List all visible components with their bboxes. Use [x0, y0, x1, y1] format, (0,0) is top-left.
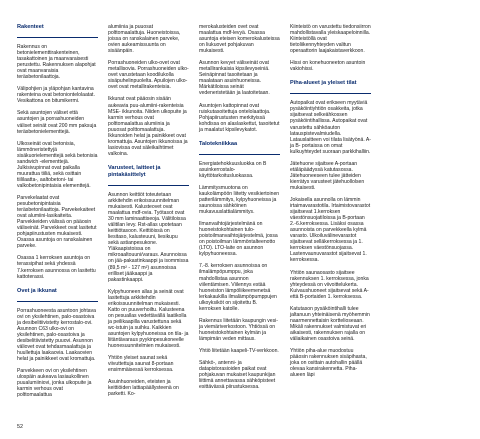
body-paragraph: Jätehuone sijaitsee A-portaan etäläpäädyssä katutasossa. Jätehuoneeseen tulee jätteiden kierrätys varusteet jätehuollolsen mukaisesti.	[290, 160, 365, 191]
body-paragraph: Porrashuoneiden ulko-ovet ovat metallisovia. Porrashuoneiden ulko-ovet varustetaan koodilukolla sisäpuhelinpuolelta. Apuilojen ulko-ovet ovat metallirakenteisia.	[108, 60, 189, 91]
body-paragraph: Hissi on konehuoneeton asuntoin vakiohissi.	[290, 60, 366, 73]
body-paragraph: alumiinia ja puuosat polttomaalattuja. Huoneistoissa, joissa on ranskalainen parveke, ovien aukeamissuunta on sisäänpäin.	[108, 24, 181, 55]
body-paragraph: Katutason pysäköintihalli tulee jaltanuun yhteinäisenä myöhemmin naarmennettaisin korttelioseaan. Mikäli rakennukset valmistuvat eri aikaisesti, rakennuksen rajalla on väliaikainen osastoiva seinä.	[290, 305, 370, 342]
text-column-4	[290, 24, 371, 378]
body-paragraph: Parvekkeen ovi on yksilehtinen ulospäin aukeava lasiaukollinen puualumiiniovi, jonka ulkopuite ja karmin verhous ovat polttomaalattua	[17, 368, 92, 399]
body-paragraph: Ulkoseinät ovat betonisia, lämmöneristettyjä sisäkuorielementtejä sekä betonisia sandwich -elementtejä. Julkisivupinnat ovat paikalla muurattua tiiliä, sekä osittain tiililaatta-, aaltobetoni- tai valkobetonipintaisia elementtejä.	[17, 140, 98, 189]
body-paragraph: Rakennus on betonielementtirakenteinen, tasakattoinen ja maanvaraisesti perustettu. Rakennuksen alapohjat ovat maanvaraisia teräsbetonilaattoja.	[17, 44, 96, 81]
body-paragraph: Jokaisella asunnolla on lämmin irtaimavarastotila. Irtaimistovarastot sijaitsevat 1.kerroksen väestönsuojatiloissa ja B-portaan 2.-6.kerroksessa. Lisäksi osassa asunnoista on parvekkeella kylmä varasto. Ulkoiluvälinevarastot sijaitsevat selläkerroksessa ja 1. kerroksen väestönsuojassa. Lastenvaunuvarastot sijaitsevat 1. kerroksessa.	[290, 196, 371, 264]
body-paragraph: Energiatehokkuusluokka on B asuinkerrostalo-käyttötarkoitusluokassa.	[199, 160, 267, 179]
body-paragraph: Autopaikat ovat erikseen myytäviä pysäköintiyhtiön osakkeita, jotka sijaitsevat selkeähkossen pysäköintihallissa. Autopaikat ovat varustettu sähköauton latauspistevalmiudella. Latauslaitteen voi tilata lisätyönä. A- ja B- portaissa on omat kulkuyhteydet suoraan parkkihalliin.	[290, 100, 371, 155]
body-paragraph: Yhtiön saunaosasto sijaitsee rakennuksen 1. kerroksessa, jonka yhteydessä on viivoittelukerta. Kuivaushuoneet sijaitsevat sekä A- että B-portaiden 1. kerroksessa.	[290, 269, 369, 300]
body-paragraph: Porrashuoneesta asuntoon johtava ovi on yksilehtinen, palo-osastoiva ja desibelitiivistetty kerrostalo-ovi. Asunnon C63 ulko-ovi on yksilehtinen, palo-osastoiva ja desibelitiivistetty puuovi. Asunnon väliovet ovat tehdasmaalattuja ja huullettuja laakaovia. Laakaovien helat ja painikkeet ovat kromattuja.	[17, 307, 97, 362]
body-paragraph: merokalusteiden ovet ovat maalattua mdf-levyä. Osassa asuntoja eteisen komerokalusteissa on liukuovet pohjakuvan mukaisesti.	[199, 24, 280, 55]
body-paragraph: Kylpyhuoneen allas ja seinät ovat lasitettuja arkkitehdin erikoissuunnitelman mukaisesti. Katto on puuverhoiltu. Kalusteena on pesuallas vedettävällä laatikolla ja peilikaapilla varustettuna sekä wc-istuin ja suihku. Kaikkien asuntojen kylpyhuoneissa on tila- ja liitäntävaraus pyykinpesukoneelle huonesuunnitelmien mukaisesti.	[108, 288, 189, 350]
text-column-3	[199, 24, 280, 390]
section-heading: Piha-alueet ja yleiset tilat	[290, 80, 371, 94]
section-heading: Varusteet, laitteet ja pintakäsittelyt	[108, 165, 189, 186]
body-paragraph: Yhtiön yleiset saunat sekä viivuttettuja saunat 8-portaan ensimmäisessä kerroksessa.	[108, 355, 174, 374]
text-column-2	[108, 24, 189, 397]
body-paragraph: Lämmitysmuotona on kaukolämpöön liitetty vesikiertoinen patterilämmitys, kylpyhuoneissa ja saunoissa sähköinen mukavuuslattialämmitys.	[199, 184, 280, 216]
section-heading: Talotekniikkaa	[199, 141, 280, 155]
body-paragraph: Ikkunat ovat pääosin sisään aukeavia puu-alumiini-rakenteisia MSE- ikkunoita. Niiden ulkopuite ja karmin verhous ovat polttomaalattua alumiinia ja puuosat polttomaalattuja. Ikkunoiden helat ja painikkeet ovat kromattuja. Asuntojen ikkunoissa ja lasiovissa ovat säleikaihtimet valkoina.	[108, 96, 188, 157]
body-paragraph: Sähkö-, antenni- ja datapistorasioiden paikat ovat pohjakuvan mukaiset kaupunkijan liittimä annettavassa sähköpisteet esittävässä piirustuksessa.	[199, 360, 276, 391]
section-heading: Ovet ja ikkunat	[17, 288, 98, 302]
body-paragraph: Välipohjien ja yläpohjan kantavina rakenteina ovat betoniontelolaatat. Vesikattona on bitumikermi.	[17, 86, 95, 105]
page-number: 52	[17, 424, 23, 430]
body-paragraph: Rakennus liitetään kaupungin vesi- ja viemäriverkostoon. Yhtiössä on huoneistokohtainen kylmän ja lämpimän veden mittaus.	[199, 317, 279, 342]
body-paragraph: Sekä asuntojen väliset että asuntojen ja porrashuoneiden väliset seinät ovat 200 mm paksuja teräsbetonielementtejä.	[17, 110, 97, 135]
body-paragraph: 7.-8. kerroksen asunnoissa on ilmalämpöpumppu, joka mahdollistaa asunnon viilentämisen. Viilennys estää huoneiston lämpöliikeemenetsä lerkakaukilla ilmalämpöpumppujen ulkoyksiköt on sijoitettu B. kerroksen katolle.	[199, 263, 277, 312]
body-paragraph: Ilmanvaihtojärjestelmänä on huoneistokohtainen tulo-poistoilmanvaihtojärjestelmä, jossa on poistoilman lämmöntalteenotto (LTO). LTO-laite on asunnon kylpyhuoneessa.	[199, 221, 278, 258]
text-column-1	[17, 24, 98, 398]
body-paragraph: Yhtiön piha-alue muodostuu pääosin rakennuksen sisäpihasta, joka on osittain autohallin päällä olevaa kansirakennetta. Piha-alueen läpi	[290, 348, 367, 379]
body-paragraph: Kiinteistö on varustettu tiedonsiirron mahdollistavalla yleiskaapeloinnilla. Kiinteistöllä ovat tietoliikennyhteyden valitun operaattorin laajakaistaverkkoon.	[290, 24, 371, 55]
body-paragraph: Asunnon keittiöt toteutetaan arkkitehdin erikoissuunnitelman mukaisesti. Kalusteovet ovat maalattua mdf-ovia. Työtasot ovat 30 mm laminaattiseoja. Välitiloissa välitilan levy. Rst-allas upotetaan keittiötasoon. Keittiöissä on liesitaso, kalusteuuni, liesikupu sekä astianpesukone. Yläkaapistoissa on mikroaaltouuni/varaus. Asunnoissa on jää-pakastinkaappi ja isommissa (89,5 m² - 127 m²) asunnoissa erilliset jääkaappi ja pakastinkaappi.	[108, 191, 189, 283]
body-paragraph: Parvekelaatat ovat pesubetonipintaisia teräsbetonilaattoja. Parvekekaiteet ovat alumiini-lasikaiteita. Parvekkeiden välissä on pääosin väliseinät. Parvekkeet ovat lasitetut pohjapiirustusten mukaisesti. Osassa asuntoja on ranskalainen parveke.	[17, 194, 97, 250]
section-heading: Rakenteet	[17, 24, 98, 38]
body-paragraph: Asuntojen kattopinnat ovat ruiskutasoitettuja ontelolaattoja. Pohjapiirustusten merkityissä kohdissa on alaslaskettut, tasoitetut ja maalatut kipsilevykatot.	[199, 102, 280, 133]
body-paragraph: Asuinhuoneiden, eteisten ja keittiöiden lattiapäällysteenä on parketti. Ko-	[108, 379, 179, 398]
body-paragraph: Yhtiö liitetään kaapeli-TV-verkkoon.	[199, 347, 279, 354]
body-paragraph: Asunnon kevyet väliseinät ovat metallirankaisia kipsilevyseiniä. Seinäpinnat tasoitetaan ja maalataan asuinhuoneissa. Märkätiloissa seinät vedeneristetään ja laatoitetaan.	[199, 60, 270, 97]
body-paragraph: Osassa 1 kerroksen asuntoja on terassipihat sekä yhdessä 7.kerroksen asunnossa on lasitettu kattoterassi.	[17, 255, 96, 280]
